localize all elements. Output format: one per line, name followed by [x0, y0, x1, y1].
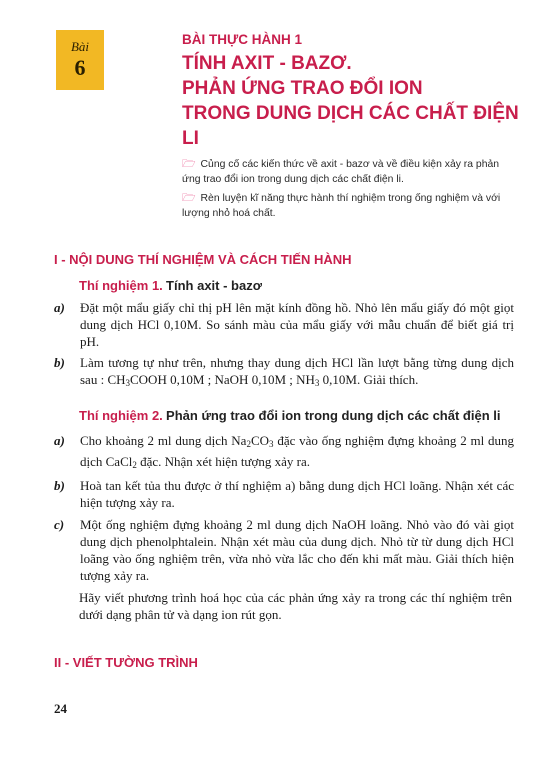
experiment-1-heading [79, 278, 262, 294]
step-marker: b) [54, 478, 65, 493]
step-text: Một ống nghiệm đựng khoảng 2 ml dung dịch NaOH loãng. Nhỏ vào đó vài giọt dung dịch phenolphtalein. Nhận xét màu của dung dịch. Nhỏ từ từ dung dịch HCl loãng vào ống nghiệm trên, vừa nhỏ vừa lắc cho đến khi mất màu. Giải thích hiện tượng xảy ra. [80, 517, 514, 583]
experiment-2-step-c [54, 516, 514, 584]
step-text: Hoà tan kết tủa thu được ở thí nghiệm a) bằng dung dịch HCl loãng. Nhận xét các hiện tượng xảy ra. [80, 478, 514, 510]
title-line-2: PHẢN ỨNG TRAO ĐỔI ION [182, 78, 423, 99]
experiment-1-step-b [54, 354, 514, 388]
experiment-1-step-a [54, 299, 514, 350]
step-text: Đặt một mẩu giấy chỉ thị pH lên mặt kính đồng hồ. Nhỏ lên mẩu giấy đó một giọt dung dịch HCl 0,10M. So sánh màu của mẩu giấy với mẫu chuẩn để biết giá trị pH. [80, 300, 514, 349]
experiment-2-label: Thí nghiệm 2. [79, 408, 163, 423]
experiment-1-title: Tính axit - bazơ [166, 278, 262, 293]
badge-label: Bài [70, 39, 90, 54]
objective-item [182, 157, 518, 187]
objectives [182, 157, 518, 225]
step-marker: c) [54, 517, 65, 532]
section-heading-2: II - VIẾT TƯỜNG TRÌNH [54, 655, 198, 670]
objective-text: Rèn luyện kĩ năng thực hành thí nghiệm trong ống nghiệm và với lượng nhỏ hoá chất. [182, 193, 501, 219]
title-line-3: TRONG DUNG DỊCH CÁC CHẤT ĐIỆN LI [182, 103, 519, 149]
lesson-badge [56, 30, 104, 90]
badge-number: 6 [74, 55, 86, 80]
folder-icon: 🗁 [182, 192, 196, 204]
step-text: Làm tương tự như trên, nhưng thay dung dịch HCl lần lượt bằng từng dung dịch sau : $CH_3COOH$ 0,10M ; NaOH 0,10M ; $NH_3$ 0,10M. Giải thích. [80, 355, 514, 388]
section-heading-1: I - NỘI DUNG THÍ NGHIỆM VÀ CÁCH TIẾN HÀNH [54, 252, 352, 267]
step-marker: a) [54, 300, 65, 315]
step-text: Cho khoảng 2 ml dung dịch $Na_2CO_3$ đặc vào ống nghiệm đựng khoảng 2 ml dung dịch CaCl$_2$ đặc. Nhận xét hiện tượng xảy ra. [80, 433, 514, 470]
objective-item [182, 191, 518, 221]
experiment-1-label: Thí nghiệm 1. [79, 278, 163, 293]
experiment-2-heading [79, 408, 500, 424]
experiment-2-title: Phản ứng trao đổi ion trong dung dịch các chất điện li [166, 408, 501, 423]
folder-icon: 🗁 [182, 158, 196, 170]
lesson-subtitle: BÀI THỰC HÀNH 1 [182, 32, 302, 47]
step-marker: b) [54, 355, 65, 370]
step-marker: a) [54, 433, 65, 448]
title-line-1: TÍNH AXIT - BAZƠ. [182, 53, 352, 74]
experiment-2-step-a [54, 430, 514, 472]
closing-instruction: Hãy viết phương trình hoá học của các phản ứng xảy ra trong các thí nghiệm trên dưới dạng phân tử và dạng ion rút gọn. [79, 590, 512, 622]
experiment-2-step-b [54, 477, 514, 511]
page-number: 24 [54, 701, 67, 716]
lesson-title [182, 32, 532, 151]
objective-text: Củng cố các kiến thức về axit - bazơ và về điều kiện xảy ra phản ứng trao đổi ion trong dung dịch các chất điện li. [182, 159, 500, 185]
